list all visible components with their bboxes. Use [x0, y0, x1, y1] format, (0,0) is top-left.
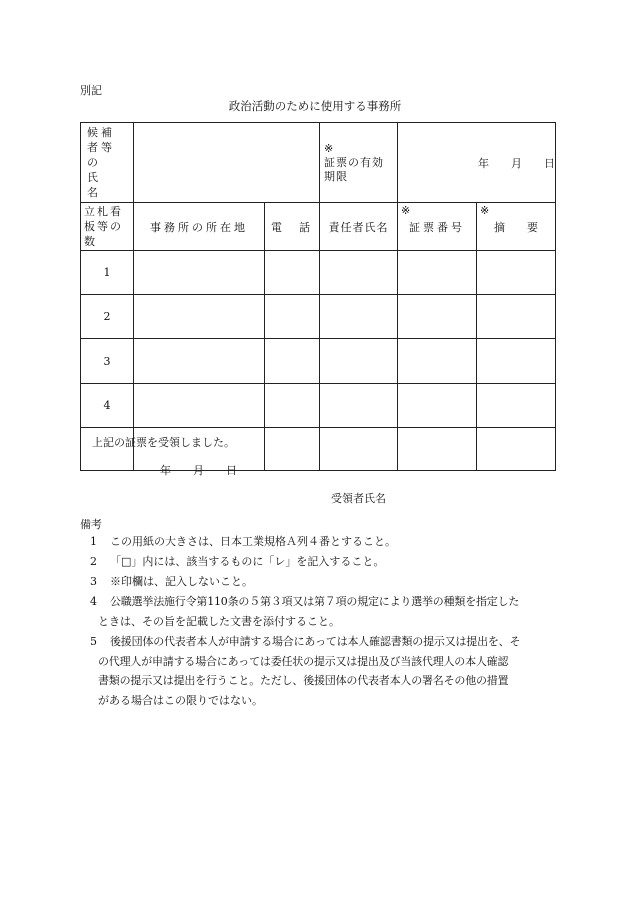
candidate-name-field[interactable]	[134, 123, 320, 203]
recipient-name-label: 受領者氏名	[331, 492, 386, 505]
col-responsible-label: 責任者氏名	[328, 220, 389, 234]
certificate-cell[interactable]	[398, 339, 477, 384]
table-row	[81, 251, 556, 295]
table-row	[81, 339, 556, 384]
responsible-cell[interactable]	[320, 251, 398, 295]
address-cell[interactable]	[134, 295, 265, 339]
address-cell[interactable]	[134, 384, 265, 428]
col-address-label: 事務所の所在地	[150, 220, 248, 234]
phone-cell[interactable]	[265, 384, 320, 428]
phone-cell[interactable]	[265, 339, 320, 384]
col-address-header	[134, 203, 265, 251]
note-text-line2: の代理人が申請する場合にあっては委任状の提示又は提出及び当該代理人の本人確認	[98, 654, 509, 668]
responsible-cell[interactable]	[320, 428, 398, 471]
validity-mark: ※	[324, 141, 335, 155]
phone-cell[interactable]	[265, 251, 320, 295]
col-remarks-label: 摘 要	[494, 220, 538, 234]
col-phone-label: 電 話	[271, 220, 313, 234]
col-phone-header	[265, 203, 320, 251]
note-text-line4: がある場合はこの限りではない。	[98, 693, 263, 707]
receipt-date: 年 月 日	[160, 464, 237, 477]
address-cell[interactable]	[134, 251, 265, 295]
row-number: 3	[81, 339, 134, 384]
table-row	[81, 295, 556, 339]
note-text: この用紙の大きさは、日本工業規格Ａ列４番とすること。	[110, 535, 396, 548]
responsible-cell[interactable]	[320, 295, 398, 339]
notes-heading: 備考	[80, 518, 102, 531]
col-remarks-mark: ※	[480, 204, 490, 217]
validity-date-field[interactable]	[398, 123, 556, 203]
note-text-line1: 後援団体の代表者本人が申請する場合にあっては本人確認書類の提示又は提出を、そ	[110, 635, 521, 648]
note-number: 1	[90, 535, 97, 548]
certificate-cell[interactable]	[398, 295, 477, 339]
table-row	[81, 384, 556, 428]
col-certificate-label: 証票番号	[409, 220, 465, 234]
certificate-cell[interactable]	[398, 428, 477, 471]
remarks-cell[interactable]	[477, 295, 556, 339]
certificate-cell[interactable]	[398, 251, 477, 295]
row-number: 4	[81, 384, 134, 428]
validity-label-cell	[320, 123, 398, 203]
note-text: ※印欄は、記入しないこと。	[110, 575, 253, 588]
validity-date: 年 月 日	[478, 156, 555, 170]
col-remarks-header	[477, 203, 556, 251]
note-text-line1: 公職選挙法施行令第110条の５第３項又は第７項の規定により選挙の種類を指定した	[110, 595, 520, 608]
note-number: 5	[90, 635, 97, 648]
certificate-cell[interactable]	[398, 384, 477, 428]
note-number: 2	[90, 555, 97, 568]
row-number: 1	[81, 251, 134, 295]
col-responsible-header	[320, 203, 398, 251]
candidate-name-label-cell	[81, 123, 134, 203]
note-number: 4	[90, 595, 97, 608]
responsible-cell[interactable]	[320, 384, 398, 428]
col-count-header	[81, 203, 134, 251]
col-certificate-mark: ※	[401, 204, 411, 217]
remarks-cell[interactable]	[477, 251, 556, 295]
col-count-label: 立札看板等の数	[84, 205, 123, 248]
address-cell[interactable]	[134, 339, 265, 384]
remarks-cell[interactable]	[477, 339, 556, 384]
candidate-name-label-line1: 候補者等の	[87, 126, 115, 169]
row-number: 2	[81, 295, 134, 339]
candidate-name-label-line2: 氏 名	[87, 171, 129, 199]
remarks-cell[interactable]	[477, 384, 556, 428]
responsible-cell[interactable]	[320, 339, 398, 384]
note-item	[80, 532, 550, 552]
appendix-label: 別記	[80, 84, 102, 97]
received-statement: 上記の証票を受領しました。	[92, 436, 235, 449]
note-item	[80, 632, 550, 710]
note-item	[80, 552, 550, 572]
col-certificate-header	[398, 203, 477, 251]
note-number: 3	[90, 575, 97, 588]
note-text-line2: ときは、その旨を記載した文書を添付すること。	[98, 614, 340, 628]
validity-label: 証票の有効期限	[324, 155, 384, 183]
remarks-cell[interactable]	[477, 428, 556, 471]
note-text-line3: 書類の提示又は提出を行うこと。ただし、後援団体の代表者本人の署名その他の措置	[98, 674, 509, 687]
phone-cell[interactable]	[265, 295, 320, 339]
phone-cell[interactable]	[265, 428, 320, 471]
note-text: 「□」内には、該当するものに「レ」を記入すること。	[110, 555, 385, 568]
form-title: 政治活動のために使用する事務所	[228, 99, 402, 113]
note-item	[80, 592, 550, 631]
office-form-table	[80, 122, 556, 471]
note-item	[80, 572, 550, 592]
